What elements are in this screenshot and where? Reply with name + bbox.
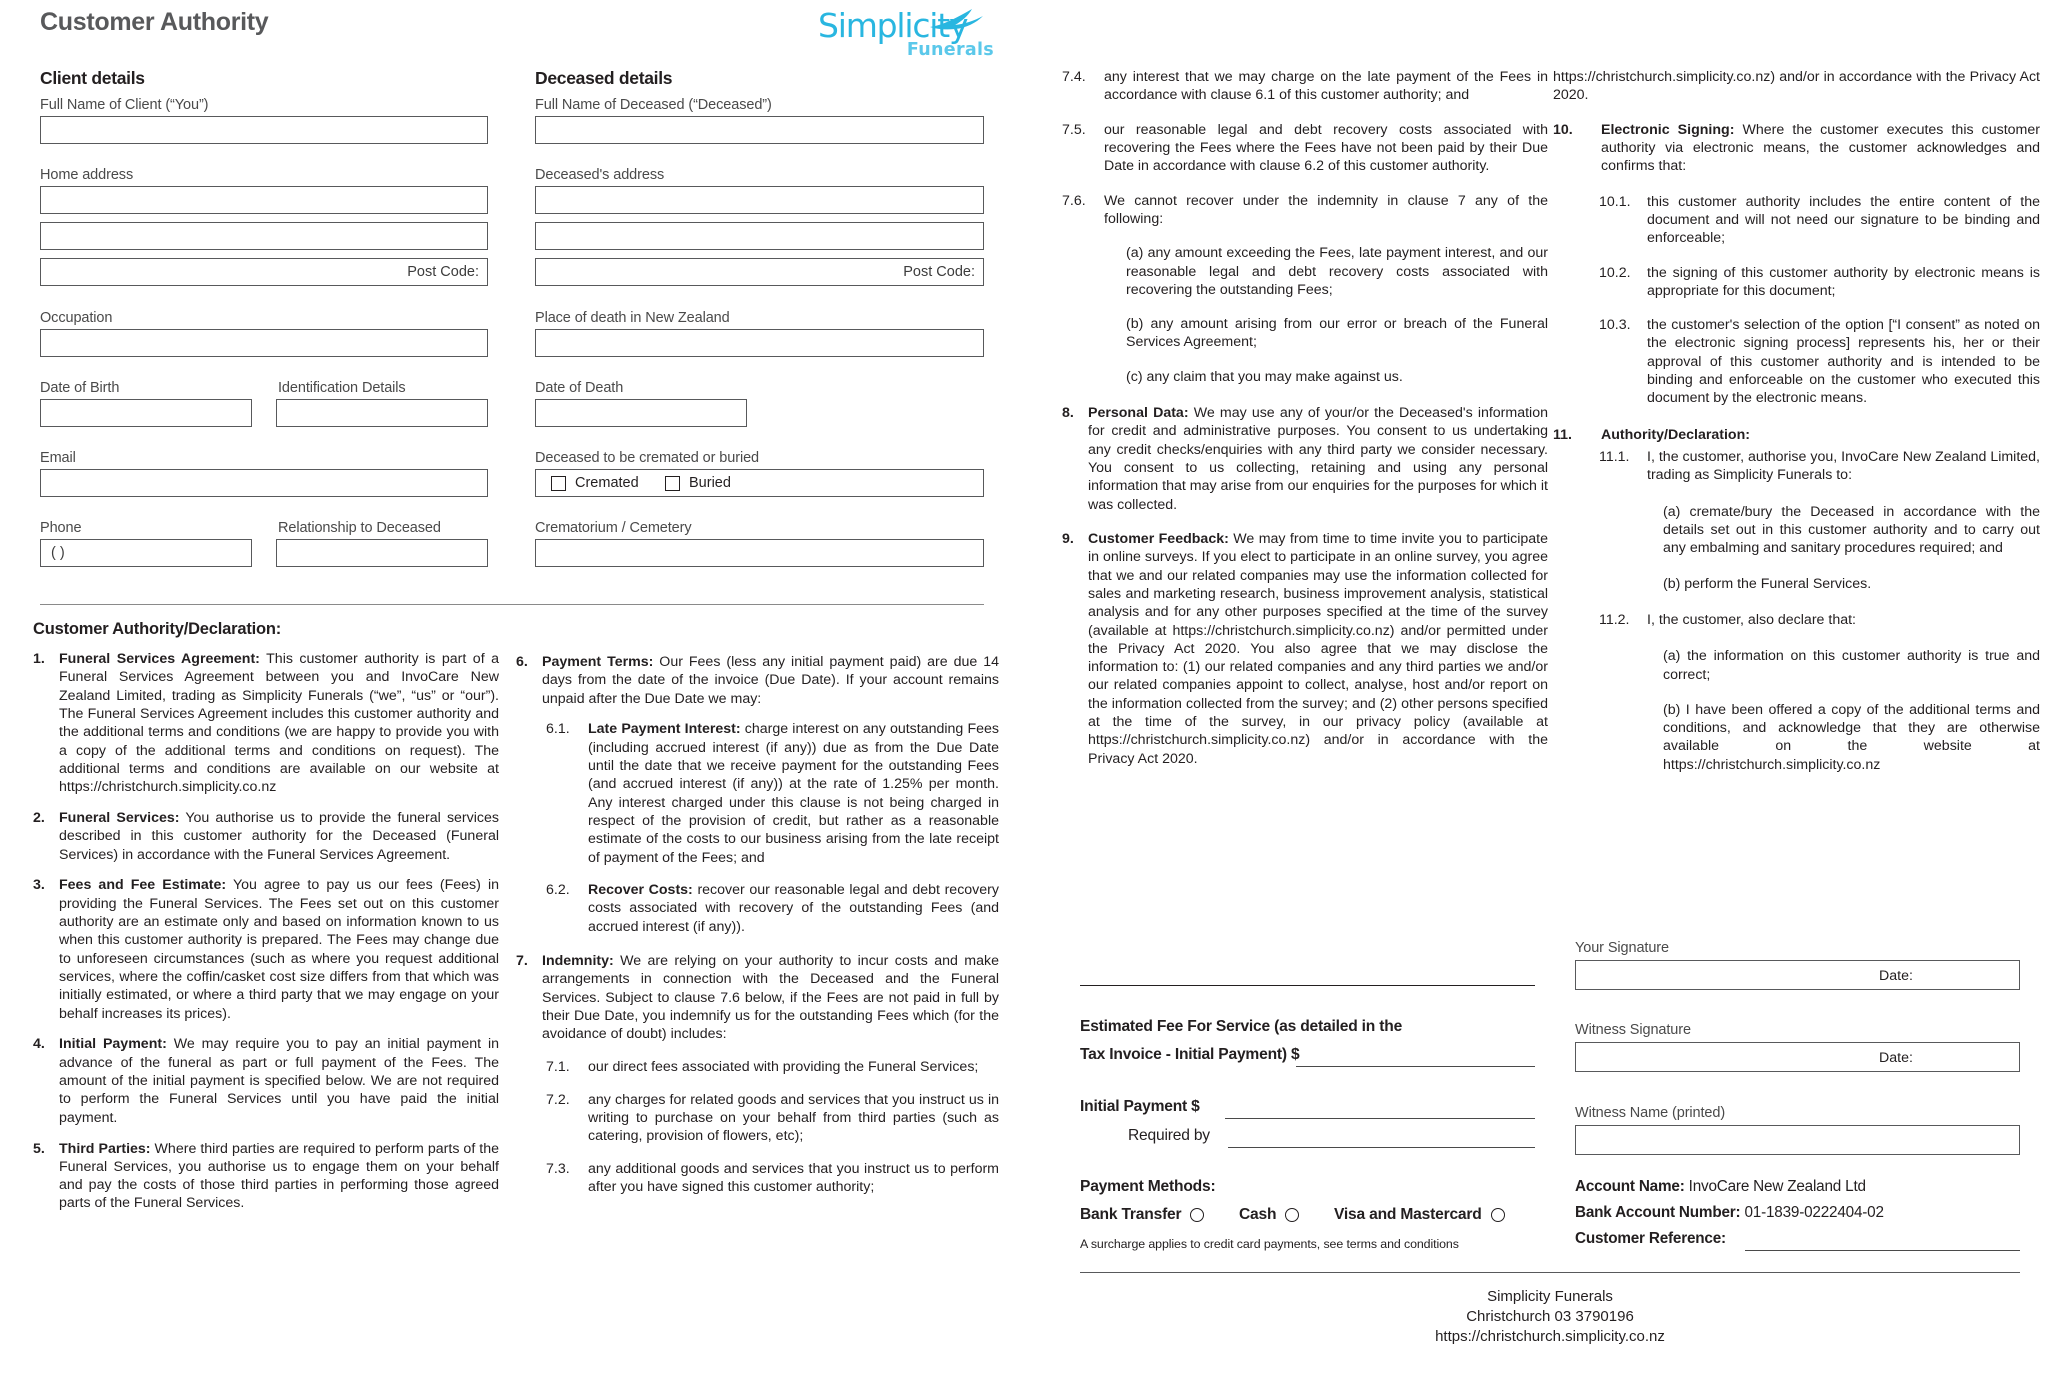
clause-7-2-number: 7.2.: [546, 1091, 570, 1108]
client-phone-label: Phone: [40, 520, 82, 536]
clause-2-number: 2.: [33, 810, 45, 826]
client-identification-input[interactable]: [276, 399, 488, 427]
clause-9-continuation: https://christchurch.simplicity.co.nz) and/or in accordance with the Privacy Act 2020.: [1553, 69, 2040, 104]
account-name-label: Account Name:: [1575, 1178, 1685, 1195]
client-phone-input[interactable]: [40, 539, 252, 567]
your-signature-input[interactable]: [1575, 960, 2020, 990]
payment-divider-top: [1080, 985, 1535, 986]
witness-signature-input[interactable]: [1575, 1042, 2020, 1072]
clause-10-1-number: 10.1.: [1599, 193, 1631, 210]
customer-reference-label: Customer Reference:: [1575, 1230, 1726, 1247]
required-by-input[interactable]: [1228, 1147, 1535, 1148]
client-occupation-label: Occupation: [40, 310, 113, 326]
bird-icon: [928, 5, 998, 33]
clause-11-1-text: I, the customer, authorise you, InvoCare New Zealand Limited, trading as Simplicity Funerals to:: [1647, 449, 2040, 484]
clause-11-1: [1599, 448, 2040, 485]
clause-7-1-number: 7.1.: [546, 1059, 570, 1076]
customer-reference-input[interactable]: [1745, 1250, 2020, 1251]
clause-11-2: [1599, 611, 2040, 629]
declaration-heading: Customer Authority/Declaration:: [33, 620, 282, 638]
clause-11-1-a: (a) cremate/bury the Deceased in accordance with the details set out in this customer authority and to carry out any embalming and sanitary procedures required; and: [1663, 503, 2040, 557]
clause-6-number: 6.: [516, 654, 528, 670]
deceased-address-line2-input[interactable]: [535, 222, 984, 250]
clause-5-body: [59, 1140, 499, 1213]
page-title: Customer Authority: [40, 8, 269, 36]
clause-3-title: Fees and Fee Estimate:: [59, 877, 227, 894]
cash-label: Cash: [1239, 1206, 1277, 1223]
clause-10-2: [1599, 264, 2040, 301]
clause-7-1: [546, 1058, 999, 1076]
visa-mastercard-label: Visa and Mastercard: [1334, 1206, 1482, 1223]
clause-1-title: Funeral Services Agreement:: [59, 651, 260, 667]
your-signature-date-label: Date:: [1879, 968, 1913, 984]
clause-3-number: 3.: [33, 877, 45, 894]
footer-divider: [1080, 1272, 2020, 1273]
client-relationship-input[interactable]: [276, 539, 488, 567]
footer-block: [1080, 1287, 2020, 1346]
clause-6-1-body: [588, 720, 999, 867]
clause-4-text: We may require you to pay an initial payment in advance of the funeral as part or full payment of the Fees. The amount of the initial payment is specified below. We are not required to perform the Funeral Services until you have paid the initial payment.: [59, 1036, 500, 1126]
clause-7-3-number: 7.3.: [546, 1160, 570, 1177]
required-by-label: Required by: [1128, 1127, 1210, 1144]
deceased-full-name-label: Full Name of Deceased (“Deceased”): [535, 97, 772, 113]
place-of-death-input[interactable]: [535, 329, 984, 357]
clause-5-number: 5.: [33, 1140, 45, 1157]
client-phone-value: ( ): [51, 545, 65, 561]
crematorium-cemetery-input[interactable]: [535, 539, 984, 567]
clause-7-6: [1062, 192, 1548, 229]
clause-11-title: Authority/Declaration:: [1601, 426, 1750, 443]
buried-checkbox[interactable]: [665, 470, 731, 496]
payment-methods-label: Payment Methods:: [1080, 1178, 1216, 1195]
cremated-checkbox-box[interactable]: [551, 476, 566, 491]
deceased-post-code-input[interactable]: [535, 258, 984, 286]
clause-7-title: Indemnity:: [542, 952, 614, 969]
bank-transfer-radio[interactable]: [1190, 1208, 1204, 1222]
bank-account-row: [1575, 1204, 1884, 1222]
clause-7-4-number: 7.4.: [1062, 69, 1086, 85]
clause-6-body: [542, 653, 999, 708]
clause-7-4: [1062, 68, 1548, 105]
clause-10-3: [1599, 316, 2040, 408]
date-of-death-input[interactable]: [535, 399, 747, 427]
buried-checkbox-box[interactable]: [665, 476, 680, 491]
clause-10-1: [1599, 193, 2040, 248]
clause-5: [33, 1140, 499, 1213]
client-full-name-label: Full Name of Client (“You”): [40, 97, 209, 113]
clause-6-2-body: [588, 881, 999, 936]
clause-column-4: [1553, 68, 2040, 787]
clause-1-number: 1.: [33, 651, 45, 667]
place-of-death-label: Place of death in New Zealand: [535, 310, 730, 326]
clause-11-2-a: (a) the information on this customer authority is true and correct;: [1663, 648, 2040, 683]
client-home-address-label: Home address: [40, 167, 134, 183]
deceased-address-line1-input[interactable]: [535, 186, 984, 214]
account-name-value: InvoCare New Zealand Ltd: [1684, 1178, 1866, 1195]
clause-6-2-number: 6.2.: [546, 881, 570, 898]
clause-5-title: Third Parties:: [59, 1140, 151, 1157]
footer-company: Simplicity Funerals: [1487, 1288, 1613, 1305]
your-signature-label: Your Signature: [1575, 940, 1669, 956]
clause-10-title: Electronic Signing:: [1601, 121, 1735, 138]
estimated-fee-input[interactable]: [1296, 1066, 1535, 1067]
clause-3-body: [59, 876, 499, 1023]
clause-10-1-text: this customer authority includes the entire content of the document and will not need our signature to be binding and enforceable;: [1647, 193, 2040, 247]
estimated-fee-label-line1: Estimated Fee For Service (as detailed in the: [1080, 1018, 1403, 1035]
logo-subtext: Funerals: [906, 40, 994, 60]
date-of-death-label: Date of Death: [535, 380, 624, 396]
clause-1-text: This customer authority is part of a Funeral Services Agreement between you and InvoCare New Zealand Limited, trading as Simplicity Funerals (“we”, “us” or “our”). The Funeral Services Agreement includes this customer authority and the additional terms and conditions (we are happy to provide you with a copy of the additional terms and conditions on request). The additional terms and conditions are available on our website at https://christchurch.simplicity.co.nz: [59, 651, 500, 796]
clause-8-text: We may use any of your/or the Deceased's information for credit and administrative purposes. You consent to us undertaking any credit checks/enquiries with any third party we consider necessary. You consent to us collecting, retaining and using any personal information that may arise from our enquiries for the purposes for which it was collected.: [1088, 405, 1548, 513]
clause-6-1-title: Late Payment Interest:: [588, 721, 741, 738]
clause-column-2: [516, 653, 999, 1209]
clause-7-6-text: We cannot recover under the indemnity in clause 7 any of the following:: [1104, 192, 1548, 227]
clause-1: [33, 650, 499, 797]
clause-7-4-text: any interest that we may charge on the late payment of the Fees in accordance with clause 6.1 of this customer authority; and: [1104, 69, 1548, 104]
clause-10-2-number: 10.2.: [1599, 264, 1631, 281]
buried-checkbox-label: Buried: [689, 475, 731, 491]
clause-4: [33, 1035, 499, 1127]
clause-6-2: [546, 881, 999, 936]
clause-1-body: [59, 650, 499, 797]
bank-account-number-label: Bank Account Number:: [1575, 1204, 1741, 1221]
clause-9: [1062, 530, 1548, 768]
clause-11-2-b: (b) I have been offered a copy of the additional terms and conditions, and acknowledge that they are otherwise available on the website at https://christchurch.simplicity.co.nz: [1663, 701, 2040, 773]
client-dob-input[interactable]: [40, 399, 252, 427]
clause-6-1-number: 6.1.: [546, 721, 570, 738]
clause-11-2-number: 11.2.: [1599, 611, 1630, 628]
client-dob-label: Date of Birth: [40, 380, 120, 396]
witness-name-input[interactable]: [1575, 1125, 2020, 1155]
clause-7-1-text: our direct fees associated with providing the Funeral Services;: [588, 1059, 979, 1076]
clause-7-6-c: (c) any claim that you may make against us.: [1126, 368, 1403, 385]
clause-3-text: You agree to pay us our fees (Fees) in providing the Funeral Services. The Fees set out on this customer authority are an estimate only and based on information known to us when this customer authority is prepared. The Fees may change due to unforeseen circumstances (such as where you request additional services, where the coffin/casket cost size differs from that which was initially estimated, or where a third party that we may engage on your behalf increases its prices).: [59, 877, 499, 1022]
clause-11-1-b: (b) perform the Funeral Services.: [1663, 575, 1872, 592]
clause-10-2-text: the signing of this customer authority by electronic means is appropriate for this document;: [1647, 264, 2040, 299]
clause-6-1-text: charge interest on any outstanding Fees (including accrued interest (if any)) due as from the Due Date until the date that we receive payment for the outstanding Fees (and accrued interest (if any)) at the rate of 1.25% per month. Any interest charged under this clause is not being charged in respect of the provision of credit, but rather as a reasonable estimate of the costs to our business arising from the late receipt of payment of the Fees; and: [588, 721, 1000, 866]
clause-8-body: [1088, 404, 1548, 514]
client-email-input[interactable]: [40, 469, 488, 497]
client-post-code-label: Post Code:: [407, 264, 479, 280]
deceased-details-heading: Deceased details: [535, 68, 673, 88]
bank-account-number-value: 01-1839-0222404-02: [1740, 1204, 1884, 1221]
payment-method-bank-transfer[interactable]: [1080, 1206, 1204, 1224]
bank-transfer-label: Bank Transfer: [1080, 1206, 1182, 1223]
clause-11-2-text: I, the customer, also declare that:: [1647, 611, 1856, 628]
clause-11-1-number: 11.1.: [1599, 449, 1630, 465]
clause-6-2-title: Recover Costs:: [588, 881, 693, 898]
deceased-post-code-label: Post Code:: [903, 264, 975, 280]
clause-10-body: [1601, 121, 2040, 176]
clause-7-2-text: any charges for related goods and services that you instruct us in writing to purchase on your behalf from third parties (such as catering, provision of flowers, etc);: [588, 1091, 999, 1145]
clause-column-3: [1062, 68, 1548, 781]
clause-4-body: [59, 1035, 499, 1127]
clause-9-title: Customer Feedback:: [1088, 530, 1229, 547]
clause-8-number: 8.: [1062, 405, 1074, 422]
payment-method-visa-mastercard[interactable]: [1334, 1206, 1505, 1224]
clause-10-number: 10.: [1553, 121, 1573, 138]
clause-5-text: Where third parties are required to perform parts of the Funeral Services, you authorise us to engage them on your behalf and pay the costs of those third parties in performing those agreed parts of the Funeral Services.: [59, 1140, 499, 1212]
account-name-row: [1575, 1178, 1866, 1196]
clause-11: [1553, 426, 2040, 444]
clause-7-2: [546, 1091, 999, 1146]
client-relationship-label: Relationship to Deceased: [278, 520, 441, 536]
clause-8: [1062, 404, 1548, 514]
clause-7-3: [546, 1160, 999, 1197]
clause-7-body: [542, 952, 999, 1044]
client-home-address-line1-input[interactable]: [40, 186, 488, 214]
clause-6-1: [546, 720, 999, 867]
clause-7: [516, 952, 999, 1044]
clause-column-1: [33, 620, 499, 1225]
clause-3: [33, 876, 499, 1023]
clause-6-2-text: recover our reasonable legal and debt recovery costs associated with recovery of the outstanding Fees (and accrued interest (if any)).: [588, 881, 999, 935]
client-identification-label: Identification Details: [278, 380, 406, 396]
clause-11-number: 11.: [1553, 426, 1572, 443]
clause-7-6-a: (a) any amount exceeding the Fees, late payment interest, and our reasonable legal and debt recovery costs associated with recovering the outstanding Fees;: [1126, 245, 1548, 298]
clause-4-title: Initial Payment:: [59, 1036, 167, 1053]
client-post-code-input[interactable]: [40, 258, 488, 286]
clause-2: [33, 809, 499, 864]
clause-2-text: You authorise us to provide the funeral services described in this customer authority for the Deceased (Funeral Services) in accordance with the Funeral Services Agreement.: [59, 810, 499, 863]
clause-6-title: Payment Terms:: [542, 654, 654, 670]
client-details-heading: Client details: [40, 68, 145, 88]
client-home-address-line2-input[interactable]: [40, 222, 488, 250]
cash-radio[interactable]: [1285, 1208, 1299, 1222]
clause-7-5: [1062, 121, 1548, 176]
footer-website: https://christchurch.simplicity.co.nz: [1435, 1327, 1665, 1345]
clause-8-title: Personal Data:: [1088, 405, 1189, 422]
clause-7-text: We are relying on your authority to incur costs and make arrangements in connection with the Deceased and the Funeral Services. Subject to clause 7.6 below, if the Fees are not paid in full by their Due Date, you indemnify us for the outstanding Fees which (for the avoidance of doubt) includes:: [542, 952, 999, 1043]
cremated-checkbox[interactable]: [551, 470, 639, 496]
initial-payment-input[interactable]: [1225, 1118, 1535, 1119]
footer-location-phone: Christchurch 03 3790196: [1466, 1307, 1634, 1325]
clause-4-number: 4.: [33, 1036, 45, 1053]
witness-signature-label: Witness Signature: [1575, 1022, 1691, 1038]
clause-7-number: 7.: [516, 952, 528, 969]
cremated-or-buried-label: Deceased to be cremated or buried: [535, 450, 759, 466]
witness-name-label: Witness Name (printed): [1575, 1105, 1726, 1121]
crematorium-cemetery-label: Crematorium / Cemetery: [535, 520, 692, 536]
client-full-name-input[interactable]: [40, 116, 488, 144]
clause-10-3-text: the customer's selection of the option [“I consent” as noted on the electronic signing process] represents his, her or their approval of this customer authority and is intended to be binding and enforceable on the customer who executed this document by the electronic means.: [1647, 317, 2040, 407]
clause-10: [1553, 121, 2040, 176]
visa-mastercard-radio[interactable]: [1491, 1208, 1505, 1222]
clause-6-text: Our Fees (less any initial payment paid) are due 14 days from the date of the invoice (Due Date). If your account remains unpaid after the Due Date we may:: [542, 654, 999, 707]
surcharge-note: A surcharge applies to credit card payments, see terms and conditions: [1080, 1237, 1459, 1251]
clause-7-5-number: 7.5.: [1062, 121, 1086, 138]
clause-2-body: [59, 809, 499, 864]
deceased-full-name-input[interactable]: [535, 116, 984, 144]
deceased-address-label: Deceased's address: [535, 167, 665, 183]
cremated-checkbox-label: Cremated: [575, 475, 639, 491]
clause-7-6-b: (b) any amount arising from our error or breach of the Funeral Services Agreement;: [1126, 316, 1548, 351]
clause-9-text: We may from time to time invite you to participate in online surveys. If you elect to participate in an online survey, you agree that we and our related companies may use the information collected for sales and marketing research, business improvement analysis, statistical analysis and for any other purposes specified at the time of the survey (available at https://christchurch.simplicity.co.nz) and/or permitted under the Privacy Act 2020. You also agree that we may disclose the information to: (1) our related companies and any third parties we and/or our related companies appoint to collect, analyse, host and/or report on the information collected from the survey; and (2) other persons specified at the time of the survey, in our privacy policy (available at https://christchurch.simplicity.co.nz) and/or in accordance with the Privacy Act 2020.: [1088, 530, 1548, 767]
header-divider: [40, 604, 984, 605]
client-occupation-input[interactable]: [40, 329, 488, 357]
client-email-label: Email: [40, 450, 76, 466]
clause-2-title: Funeral Services:: [59, 810, 180, 826]
clause-10-text: Where the customer executes this customer authority via electronic means, the customer acknowledges and confirms that:: [1601, 121, 2040, 175]
estimated-fee-label-line2: Tax Invoice - Initial Payment) $: [1080, 1046, 1300, 1063]
clause-10-3-number: 10.3.: [1599, 317, 1631, 334]
clause-6: [516, 653, 999, 708]
logo-wordmark: Simplicity: [818, 6, 968, 45]
clause-7-5-text: our reasonable legal and debt recovery costs associated with recovering the Fees where the Fees have not been paid by their Due Date in accordance with clause 6.2 of this customer authority.: [1104, 121, 1548, 175]
payment-method-cash[interactable]: [1239, 1206, 1299, 1224]
clause-9-body: [1088, 530, 1548, 768]
clause-7-6-number: 7.6.: [1062, 192, 1086, 209]
clause-9-number: 9.: [1062, 530, 1074, 547]
witness-signature-date-label: Date:: [1879, 1050, 1913, 1066]
simplicity-funerals-logo: [818, 5, 998, 63]
initial-payment-label: Initial Payment $: [1080, 1098, 1200, 1115]
clause-7-3-text: any additional goods and services that you instruct us to perform after you have signed this customer authority;: [588, 1160, 999, 1195]
